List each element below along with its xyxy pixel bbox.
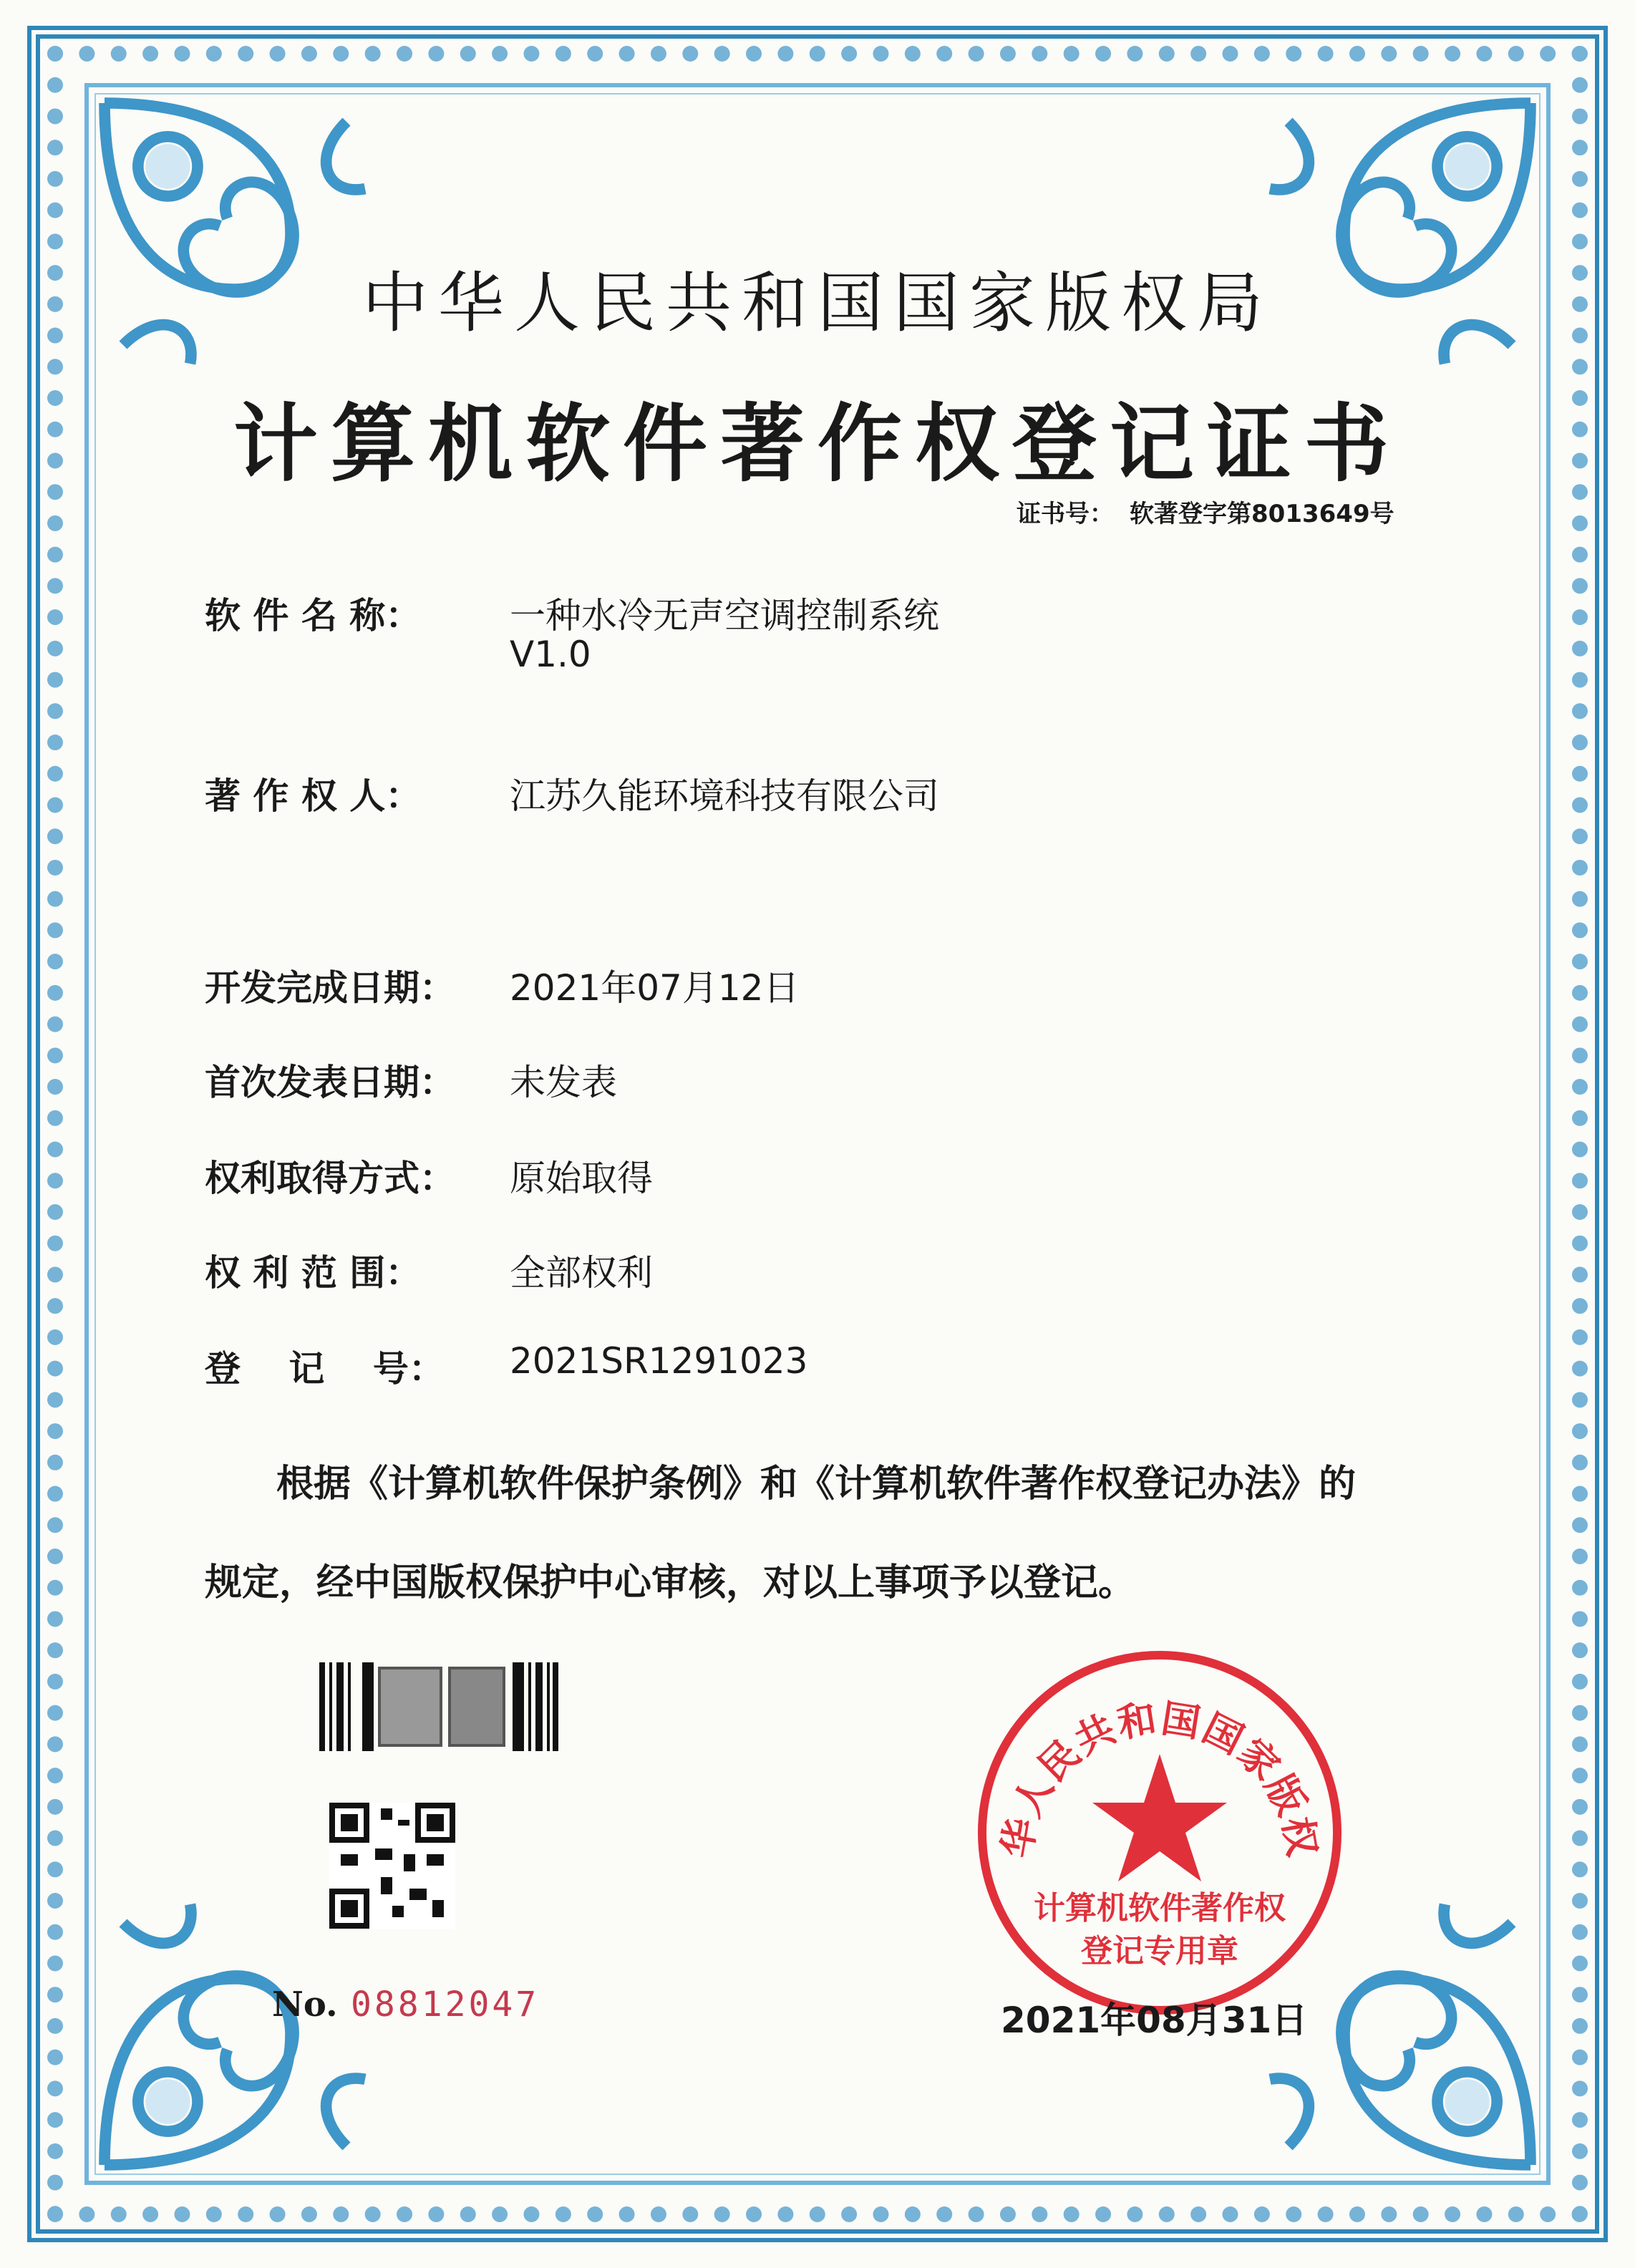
certificate-number-label: 证书号：	[1017, 500, 1114, 528]
field-value-software-name: 一种水冷无声空调控制系统	[510, 595, 939, 636]
serial-number-value: 08812047	[351, 1984, 540, 2025]
seal-inner-line-1: 计算机软件著作权	[1034, 1890, 1286, 1927]
field-value-completion-date: 2021年07月12日	[510, 967, 800, 1009]
field-value-registration-number: 2021SR1291023	[510, 1340, 808, 1382]
field-label-registration-number: 登 记 号：	[205, 1348, 445, 1390]
field-label-acquisition-method: 权利取得方式：	[205, 1158, 455, 1199]
issue-date: 2021年08月31日	[1001, 2000, 1308, 2041]
official-seal	[974, 1647, 1346, 2019]
statement-line-2: 规定，经中国版权保护中心审核，对以上事项予以登记。	[205, 1561, 1136, 1604]
certificate-number-value: 软著登字第8013649号	[1130, 500, 1394, 528]
field-label-completion-date: 开发完成日期：	[205, 967, 455, 1009]
seal-ring-text: 华人民共和国国家版权	[994, 1695, 1326, 1861]
barcode	[319, 1662, 558, 1751]
seal-inner-line-2: 登记专用章	[1081, 1933, 1238, 1969]
field-value-software-version: V1.0	[510, 634, 591, 675]
field-label-first-publish-date: 首次发表日期：	[205, 1062, 455, 1103]
field-label-software-name: 软 件 名 称：	[205, 595, 422, 636]
certificate-title: 计算机软件著作权登记证书	[233, 394, 1402, 493]
field-value-copyright-owner: 江苏久能环境科技有限公司	[510, 775, 939, 817]
serial-number-label: No.	[272, 1984, 338, 2025]
qr-code	[329, 1803, 455, 1929]
field-label-copyright-owner: 著 作 权 人：	[205, 775, 422, 817]
field-value-rights-scope: 全部权利	[510, 1252, 653, 1294]
issuer-title: 中华人民共和国国家版权局	[362, 265, 1273, 341]
field-value-acquisition-method: 原始取得	[510, 1158, 653, 1199]
statement-line-1: 根据《计算机软件保护条例》和《计算机软件著作权登记办法》的	[276, 1463, 1357, 1506]
field-value-first-publish-date: 未发表	[510, 1062, 617, 1103]
field-label-rights-scope: 权 利 范 围：	[205, 1252, 422, 1294]
certificate-number	[1017, 494, 1410, 529]
